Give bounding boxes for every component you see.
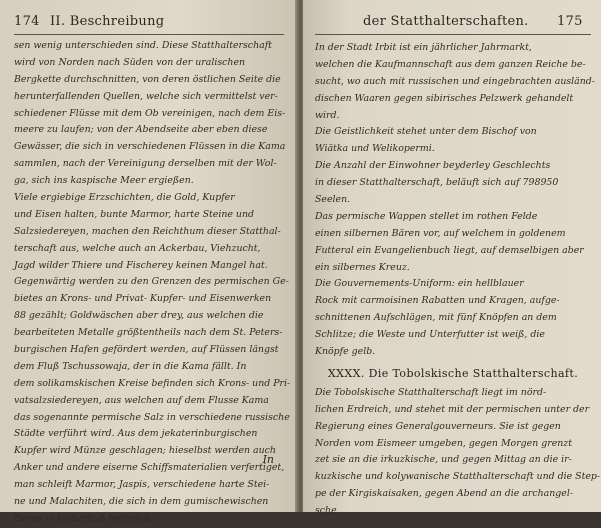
text-line: lichen Erdreich, und stehet mit der permischen unter der	[315, 403, 590, 415]
section-heading: XXXX. Die Tobolskische Statthalterschaft.	[327, 366, 579, 380]
text-line: terschaft aus, welche auch an Ackerbau, Viehzucht,	[14, 242, 261, 254]
text-line: zet sie an die irkuzkische, und gegen Mittag an die ir-	[315, 454, 572, 466]
text-line: welchen die Kaufmannschaft aus dem ganzen Reiche be-	[315, 58, 586, 70]
text-line: wird von Norden nach Süden von der uralischen	[14, 56, 246, 68]
text-line: in dieser Statthalterschaft, beläuft sich auf 798950	[315, 177, 559, 189]
left-page	[0, 0, 298, 524]
text-line: bearbeiteten Metalle größtentheils nach dem St. Peters-	[14, 327, 283, 339]
text-line: Futteral ein Evangelienbuch liegt, auf demselbigen aber	[315, 244, 584, 256]
text-line: vatsalzsiedereyen, aus welchen auf dem Flusse Kama	[14, 394, 269, 406]
text-line: Die Gouvernements-Uniform: ein hellblauer	[315, 278, 524, 290]
text-line: sche,	[315, 505, 340, 517]
text-line: das sogenannte permische Salz in verschiedene russische	[14, 411, 290, 423]
text-line: dischen Waaren gegen sibirisches Pelzwerk gehandelt	[315, 92, 574, 104]
text-line: Viele ergiebige Erzschichten, die Gold, Kupfer	[14, 192, 235, 204]
text-line: Seelen.	[315, 194, 351, 206]
right-header-rule	[315, 34, 591, 35]
text-line: Kupfer wird Münze geschlagen; hieselbst werden auch	[14, 445, 276, 457]
left-running-title: II. Beschreibung	[50, 14, 165, 29]
right-page	[303, 0, 601, 517]
text-line: pe der Kirgiskaisaken, gegen Abend an die archangel-	[315, 488, 574, 500]
text-line: Schlitze; die Weste und Unterfutter ist weiß, die	[315, 329, 545, 341]
text-line: Gegenwärtig werden zu den Grenzen des permischen Ge-	[14, 276, 289, 288]
text-line: Berge in Ueberfluß befinden.	[14, 512, 153, 524]
text-line: Knöpfe gelb.	[315, 346, 376, 358]
text-line: Anker und andere eiserne Schiffsmaterialien verfertiget,	[14, 462, 285, 474]
text-line: Jagd wilder Thiere und Fischerey keinen Mangel hat.	[14, 259, 268, 271]
text-line: bietes an Krons- und Privat- Kupfer- und Eisenwerken	[14, 293, 272, 305]
text-line: Gewässer, die sich in verschiedenen Flüssen in die Kama	[14, 141, 286, 153]
text-line: ga, sich ins kaspische Meer ergießen.	[14, 175, 194, 187]
left-body-text	[14, 38, 291, 528]
text-line: Die Geistlichkeit stehet unter dem Bischof von	[315, 126, 537, 138]
text-line: In der Stadt Irbit ist ein jährlicher Jahrmarkt,	[315, 42, 532, 53]
text-line: Das permische Wappen stellet im rothen Felde	[315, 210, 538, 222]
text-line: Die Anzahl der Einwohner beyderley Geschlechts	[315, 160, 551, 172]
right-body-text	[315, 40, 601, 520]
text-line: Bergkette durchschnitten, von deren östlichen Seite die	[14, 73, 281, 85]
text-line: und Eisen halten, bunte Marmor, harte Steine und	[14, 208, 254, 220]
left-header-rule	[14, 34, 284, 35]
text-line: ne und Malachiten, die sich in dem gumischewischen	[14, 496, 269, 508]
text-line: wird.	[315, 109, 340, 121]
text-line: sen wenig unterschieden sind. Diese Statthalterschaft	[14, 40, 272, 51]
text-line: einen silbernen Bären vor, auf welchem in goldenem	[315, 227, 566, 239]
left-page-number: 174	[14, 14, 40, 29]
text-line: Wiätka und Welikopermi.	[315, 143, 435, 155]
text-line: Salzsiedereyen, machen den Reichthum dieser Statthal-	[14, 225, 281, 237]
text-line: Die Tobolskische Statthalterschaft liegt im nörd-	[315, 386, 547, 398]
text-line: kuzkische und kolywanische Statthalterschaft und die Step-	[315, 471, 601, 483]
text-line: schiedener Flüsse mit dem Ob vereinigen, nach dem Eis-	[14, 107, 286, 119]
text-line: ein silbernes Kreuz.	[315, 261, 410, 273]
right-page-number: 175	[557, 14, 583, 29]
text-line: 88 gezählt; Goldwäschen aber drey, aus welchen die	[14, 310, 264, 322]
text-line: dem solikamskischen Kreise befinden sich Krons- und Pri-	[14, 377, 291, 389]
text-line: Rock mit carmoisinen Rabatten und Kragen, aufge-	[315, 295, 560, 307]
text-line: Norden vom Eismeer umgeben, gegen Morgen grenzt	[315, 437, 573, 449]
text-line: meere zu laufen; von der Abendseite aber eben diese	[14, 124, 268, 136]
left-catchword: In	[262, 453, 274, 466]
right-running-title: der Statthalterschaften.	[363, 14, 529, 29]
text-line: Regierung eines Generalgouverneurs. Sie ist gegen	[315, 420, 561, 432]
text-line: Städte verführt wird. Aus dem jekaterinburgischen	[14, 428, 258, 440]
text-line: schnittenen Aufschlägen, mit fünf Knöpfen an dem	[315, 312, 557, 324]
text-line: herunterfallenden Quellen, welche sich vermittelst ver-	[14, 90, 278, 102]
text-line: sammlen, nach der Vereinigung derselben mit der Wol-	[14, 158, 277, 170]
text-line: burgischen Hafen gefördert werden, auf Flüssen längst	[14, 344, 279, 356]
text-line: man schleift Marmor, Jaspis, verschiedene harte Stei-	[14, 479, 270, 491]
text-line: sucht, wo auch mit russischen und eingebrachten ausländ-	[315, 75, 595, 87]
text-line: dem Fluß Tschussowaja, der in die Kama fällt. In	[14, 360, 247, 372]
